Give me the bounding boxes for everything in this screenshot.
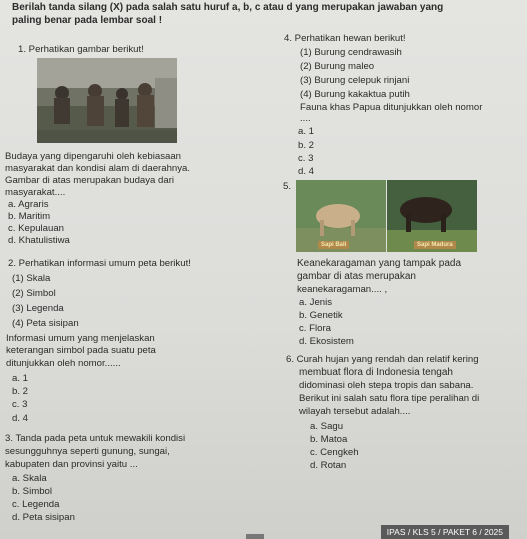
q1-photo-graphic [37, 58, 177, 143]
q5-body-2: gambar di atas merupakan [297, 271, 416, 282]
q5-option-a[interactable]: a. Jenis [299, 297, 333, 308]
q5-number: 5. [283, 181, 292, 192]
q2-option-c[interactable]: c. 3 [12, 399, 28, 410]
q4-option-d[interactable]: d. 4 [298, 166, 315, 177]
q6-stem-3: didominasi oleh stepa tropis dan sabana. [299, 380, 474, 391]
q2-item-3: (3) Legenda [12, 303, 64, 314]
q4-item-4: (4) Burung kakaktua putih [300, 89, 410, 100]
q2-item-1: (1) Skala [12, 273, 51, 284]
q2-item-4: (4) Peta sisipan [12, 318, 79, 329]
q4-dots: .... [300, 113, 311, 124]
q1-option-a[interactable]: a. Agraris [8, 199, 49, 210]
q5-body-1: Keanekaragaman yang tampak pada [297, 258, 462, 269]
q1-caption-3: Gambar di atas merupakan budaya dari [5, 175, 175, 186]
instruction-line-2: paling benar pada lembar soal ! [12, 15, 163, 26]
q4-item-1: (1) Burung cendrawasih [300, 47, 402, 58]
q4-option-b[interactable]: b. 2 [298, 140, 315, 151]
q3-stem-3: kabupaten dan provinsi yaitu ... [5, 459, 138, 470]
q2-stem: 2. Perhatikan informasi umum peta berikut! [8, 258, 191, 269]
q6-option-c[interactable]: c. Cengkeh [310, 447, 359, 458]
q5-photo [296, 180, 477, 252]
q1-photo [37, 58, 177, 143]
q1-caption-1: Budaya yang dipengaruhi oleh kebiasaan [5, 151, 182, 162]
q2-item-2: (2) Simbol [12, 288, 56, 299]
q6-stem-2: membuat flora di Indonesia tengah [299, 367, 453, 378]
q6-stem-5: wilayah tersebut adalah.... [299, 406, 411, 417]
q5-option-d[interactable]: d. Ekosistem [299, 336, 354, 347]
footer-badge: IPAS / KLS 5 / PAKET 6 / 2025 [381, 525, 509, 539]
q1-option-d[interactable]: d. Khatulistiwa [8, 235, 70, 246]
q5-option-b[interactable]: b. Genetik [299, 310, 343, 321]
q6-stem-1: 6. Curah hujan yang rendah dan relatif kering [286, 354, 479, 365]
q2-option-b[interactable]: b. 2 [12, 386, 29, 397]
q5-body-3: keanekaragaman.... , [297, 284, 388, 295]
q3-option-b[interactable]: b. Simbol [12, 486, 52, 497]
q2-option-a[interactable]: a. 1 [12, 373, 29, 384]
q6-option-a[interactable]: a. Sagu [310, 421, 344, 432]
footer-tick [246, 534, 264, 539]
q1-caption-2: masyarakat dan kondisi alam di daerahnya. [5, 163, 191, 174]
q3-option-a[interactable]: a. Skala [12, 473, 47, 484]
q6-stem-4: Berikut ini salah satu flora tipe peralihan di [299, 393, 480, 404]
q6-option-b[interactable]: b. Matoa [310, 434, 348, 445]
q4-item-3: (3) Burung celepuk rinjani [300, 75, 410, 86]
q2-option-d[interactable]: d. 4 [12, 413, 29, 424]
q1-option-b[interactable]: b. Maritim [8, 211, 51, 222]
q2-body-1: Informasi umum yang menjelaskan [6, 333, 155, 344]
q4-item-2: (2) Burung maleo [300, 61, 375, 72]
q1-stem: 1. Perhatikan gambar berikut! [18, 44, 144, 55]
q4-option-a[interactable]: a. 1 [298, 126, 315, 137]
q2-body-2: keterangan simbol pada suatu peta [6, 345, 156, 356]
q6-option-d[interactable]: d. Rotan [310, 460, 347, 471]
q4-stem: 4. Perhatikan hewan berikut! [284, 33, 406, 44]
q1-option-c[interactable]: c. Kepulauan [8, 223, 65, 234]
q3-option-d[interactable]: d. Peta sisipan [12, 512, 75, 523]
q5-label-sapi-madura: Sapi Madura [414, 241, 456, 249]
instruction-line-1: Berilah tanda silang (X) pada salah satu huruf a, b, c atau d yang merupakan jawaban yang [12, 2, 444, 13]
q4-question: Fauna khas Papua ditunjukkan oleh nomor [300, 102, 483, 113]
q1-caption-4: masyarakat.... [5, 187, 66, 198]
q3-stem-2: sesungguhnya seperti gunung, sungai, [5, 446, 170, 457]
q5-option-c[interactable]: c. Flora [299, 323, 331, 334]
q5-label-sapi-bali: Sapi Bali [318, 241, 349, 249]
q4-option-c[interactable]: c. 3 [298, 153, 314, 164]
q2-body-3: ditunjukkan oleh nomor...... [6, 358, 121, 369]
q3-stem-1: 3. Tanda pada peta untuk mewakili kondisi [5, 433, 186, 444]
q3-option-c[interactable]: c. Legenda [12, 499, 60, 510]
